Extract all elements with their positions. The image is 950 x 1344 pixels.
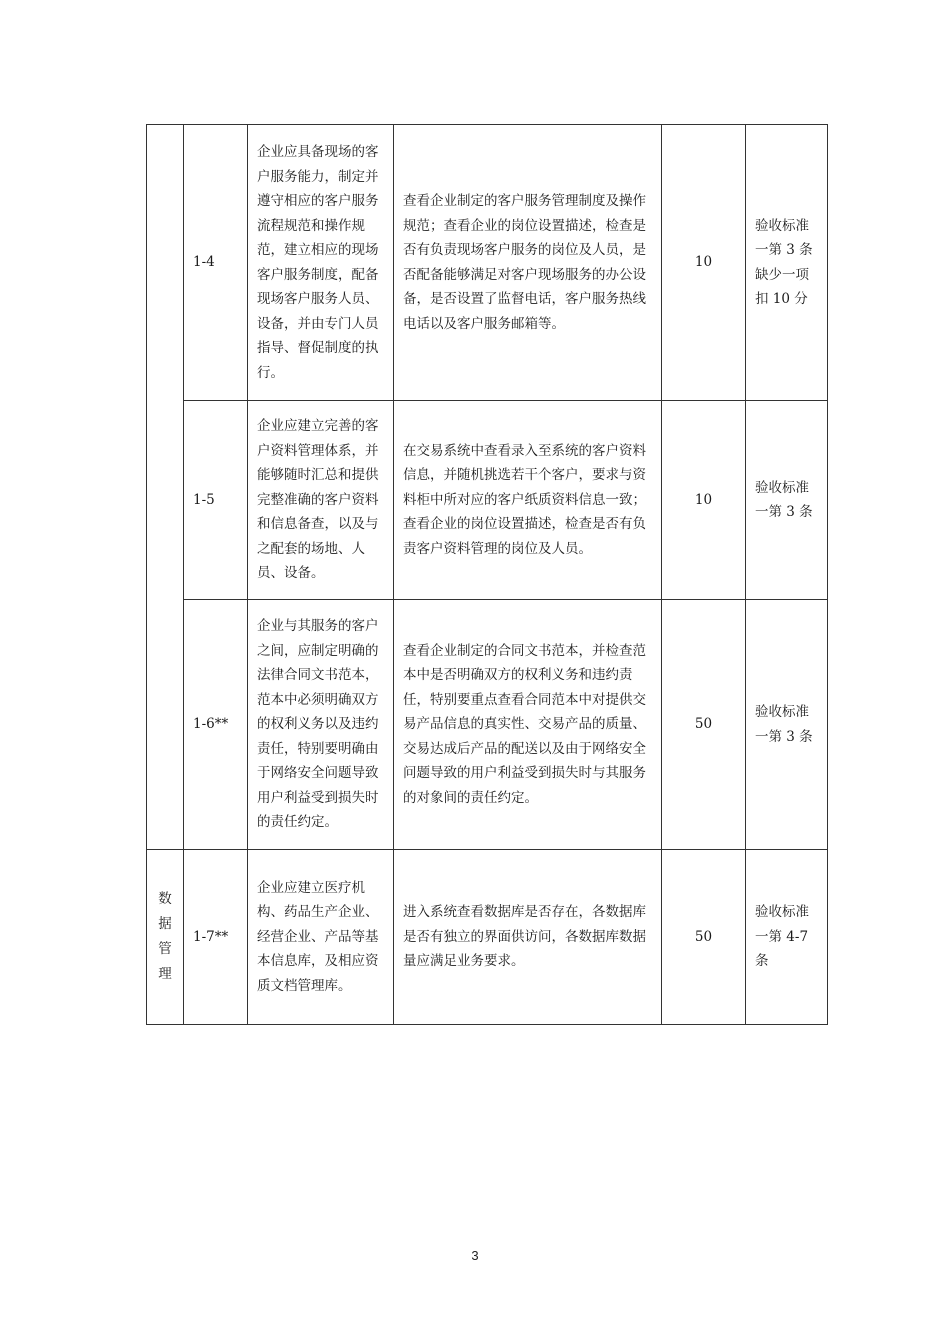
inspection-method-text: 查看企业制定的客户服务管理制度及操作规范；查看企业的岗位设置描述，检查是否有负责现场客户服务的岗位及人员，是否配备能够满足对客户现场服务的办公设备，是否设置了监督电话，客户服务热线电话以及客户服务邮箱等。 bbox=[394, 125, 662, 401]
requirement-text: 企业应具备现场的客户服务能力，制定并遵守相应的客户服务流程规范和操作规范，建立相应的现场客户服务制度，配备现场客户服务人员、设备，并由专门人员指导、督促制度的执行。 bbox=[248, 125, 394, 401]
category-cell bbox=[147, 125, 184, 850]
item-number: 1-7** bbox=[184, 850, 248, 1025]
requirement-text: 企业与其服务的客户之间，应制定明确的法律合同文书范本，范本中必须明确双方的权利义务以及违约责任，特别要明确由于网络安全问题导致用户利益受到损失时的责任约定。 bbox=[248, 600, 394, 850]
page-number: 3 bbox=[471, 1248, 479, 1263]
inspection-method-text: 查看企业制定的合同文书范本，并检查范本中是否明确双方的权利义务和违约责任，特别要重点查看合同范本中对提供交易产品信息的真实性、交易产品的质量、交易达成后产品的配送以及由于网络安全问题导致的用户利益受到损失时与其服务的对象间的责任约定。 bbox=[394, 600, 662, 850]
table-row bbox=[147, 125, 828, 401]
score-value: 10 bbox=[662, 125, 746, 401]
requirement-text: 企业应建立完善的客户资料管理体系，并能够随时汇总和提供完整准确的客户资料和信息备查，以及与之配套的场地、人员、设备。 bbox=[248, 401, 394, 600]
item-number: 1-5 bbox=[184, 401, 248, 600]
requirement-text: 企业应建立医疗机构、药品生产企业、经营企业、产品等基本信息库，及相应资质文档管理库。 bbox=[248, 850, 394, 1025]
inspection-method-text: 进入系统查看数据库是否存在，各数据库是否有独立的界面供访问，各数据库数据量应满足业务要求。 bbox=[394, 850, 662, 1025]
item-number: 1-6** bbox=[184, 600, 248, 850]
basis-text: 验收标准一第 4-7 条 bbox=[746, 850, 828, 1025]
score-value: 50 bbox=[662, 600, 746, 850]
basis-text: 验收标准一第 3 条 bbox=[746, 401, 828, 600]
table-row bbox=[147, 600, 828, 850]
table-row bbox=[147, 850, 828, 1025]
basis-text: 验收标准一第 3 条 bbox=[746, 600, 828, 850]
inspection-method-text: 在交易系统中查看录入至系统的客户资料信息，并随机挑选若干个客户，要求与资料柜中所对应的客户纸质资料信息一致；查看企业的岗位设置描述，检查是否有负责客户资料管理的岗位及人员。 bbox=[394, 401, 662, 600]
score-value: 10 bbox=[662, 401, 746, 600]
basis-text: 验收标准一第 3 条缺少一项扣 10 分 bbox=[746, 125, 828, 401]
table-row bbox=[147, 401, 828, 600]
acceptance-criteria-table bbox=[146, 124, 828, 1025]
score-value: 50 bbox=[662, 850, 746, 1025]
item-number: 1-4 bbox=[184, 125, 248, 401]
category-cell: 数据管理 bbox=[147, 850, 184, 1025]
